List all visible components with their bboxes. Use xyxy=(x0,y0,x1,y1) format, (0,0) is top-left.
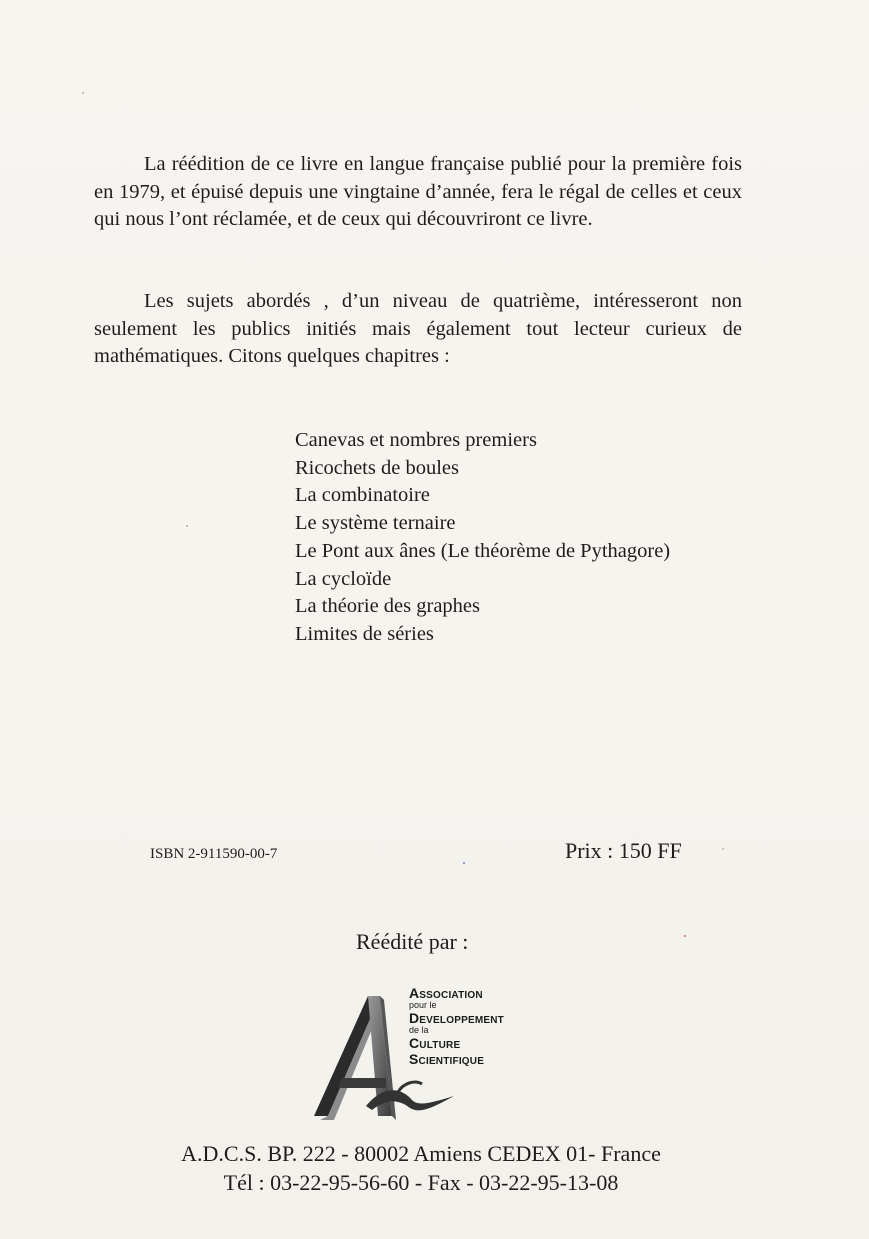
chapter-list xyxy=(295,427,670,649)
subjects-paragraph: Les sujets abordés , d’un niveau de quatrième, intéresseront non seulement les publics initiés mais également tout lecteur curieux de mathématiques. Citons quelques chapitres : xyxy=(94,290,742,367)
postal-address: A.D.C.S. BP. 222 - 80002 Amiens CEDEX 01- France xyxy=(181,1141,661,1166)
chapter-item: Canevas et nombres premiers xyxy=(295,429,537,451)
org-line-developpement: Developpement xyxy=(409,1010,504,1026)
paper-speck xyxy=(186,525,188,527)
paper-speck xyxy=(463,862,465,864)
paper-speck xyxy=(722,848,724,850)
org-line-scientifique: Scientifique xyxy=(409,1051,485,1067)
org-line-pour-le: pour le xyxy=(409,1000,437,1010)
org-line-association: Association xyxy=(409,985,483,1001)
chapter-item: Le système ternaire xyxy=(295,512,456,535)
paper-speck xyxy=(82,92,84,94)
intro-paragraph: La réédition de ce livre en langue française publié pour la première fois en 1979, et épuisé depuis une vingtaine d’année, fera le régal de celles et ceux qui nous l’ont réclamée, et de ceux qui découvriront ce livre. xyxy=(94,153,742,230)
org-line-de-la: de la xyxy=(409,1025,429,1035)
organisation-name xyxy=(409,986,504,1066)
isbn-label: ISBN 2-911590-00-7 xyxy=(150,846,278,862)
chapter-item: La théorie des graphes xyxy=(295,595,480,618)
org-line-culture: Culture xyxy=(409,1035,461,1051)
chapter-item: La combinatoire xyxy=(295,484,430,507)
paper-speck xyxy=(684,935,686,937)
price-label: Prix : 150 FF xyxy=(565,838,682,863)
chapter-item: Ricochets de boules xyxy=(295,456,459,479)
contact-numbers: Tél : 03-22-95-56-60 - Fax - 03-22-95-13-08 xyxy=(223,1170,619,1195)
republished-by-label: Réédité par : xyxy=(356,929,469,954)
adcs-logo xyxy=(306,980,546,1130)
chapter-item: Limites de séries xyxy=(295,622,434,645)
chapter-item: La cycloïde xyxy=(295,567,392,590)
chapter-item: Le Pont aux ânes (Le théorème de Pythagore) xyxy=(295,539,671,562)
